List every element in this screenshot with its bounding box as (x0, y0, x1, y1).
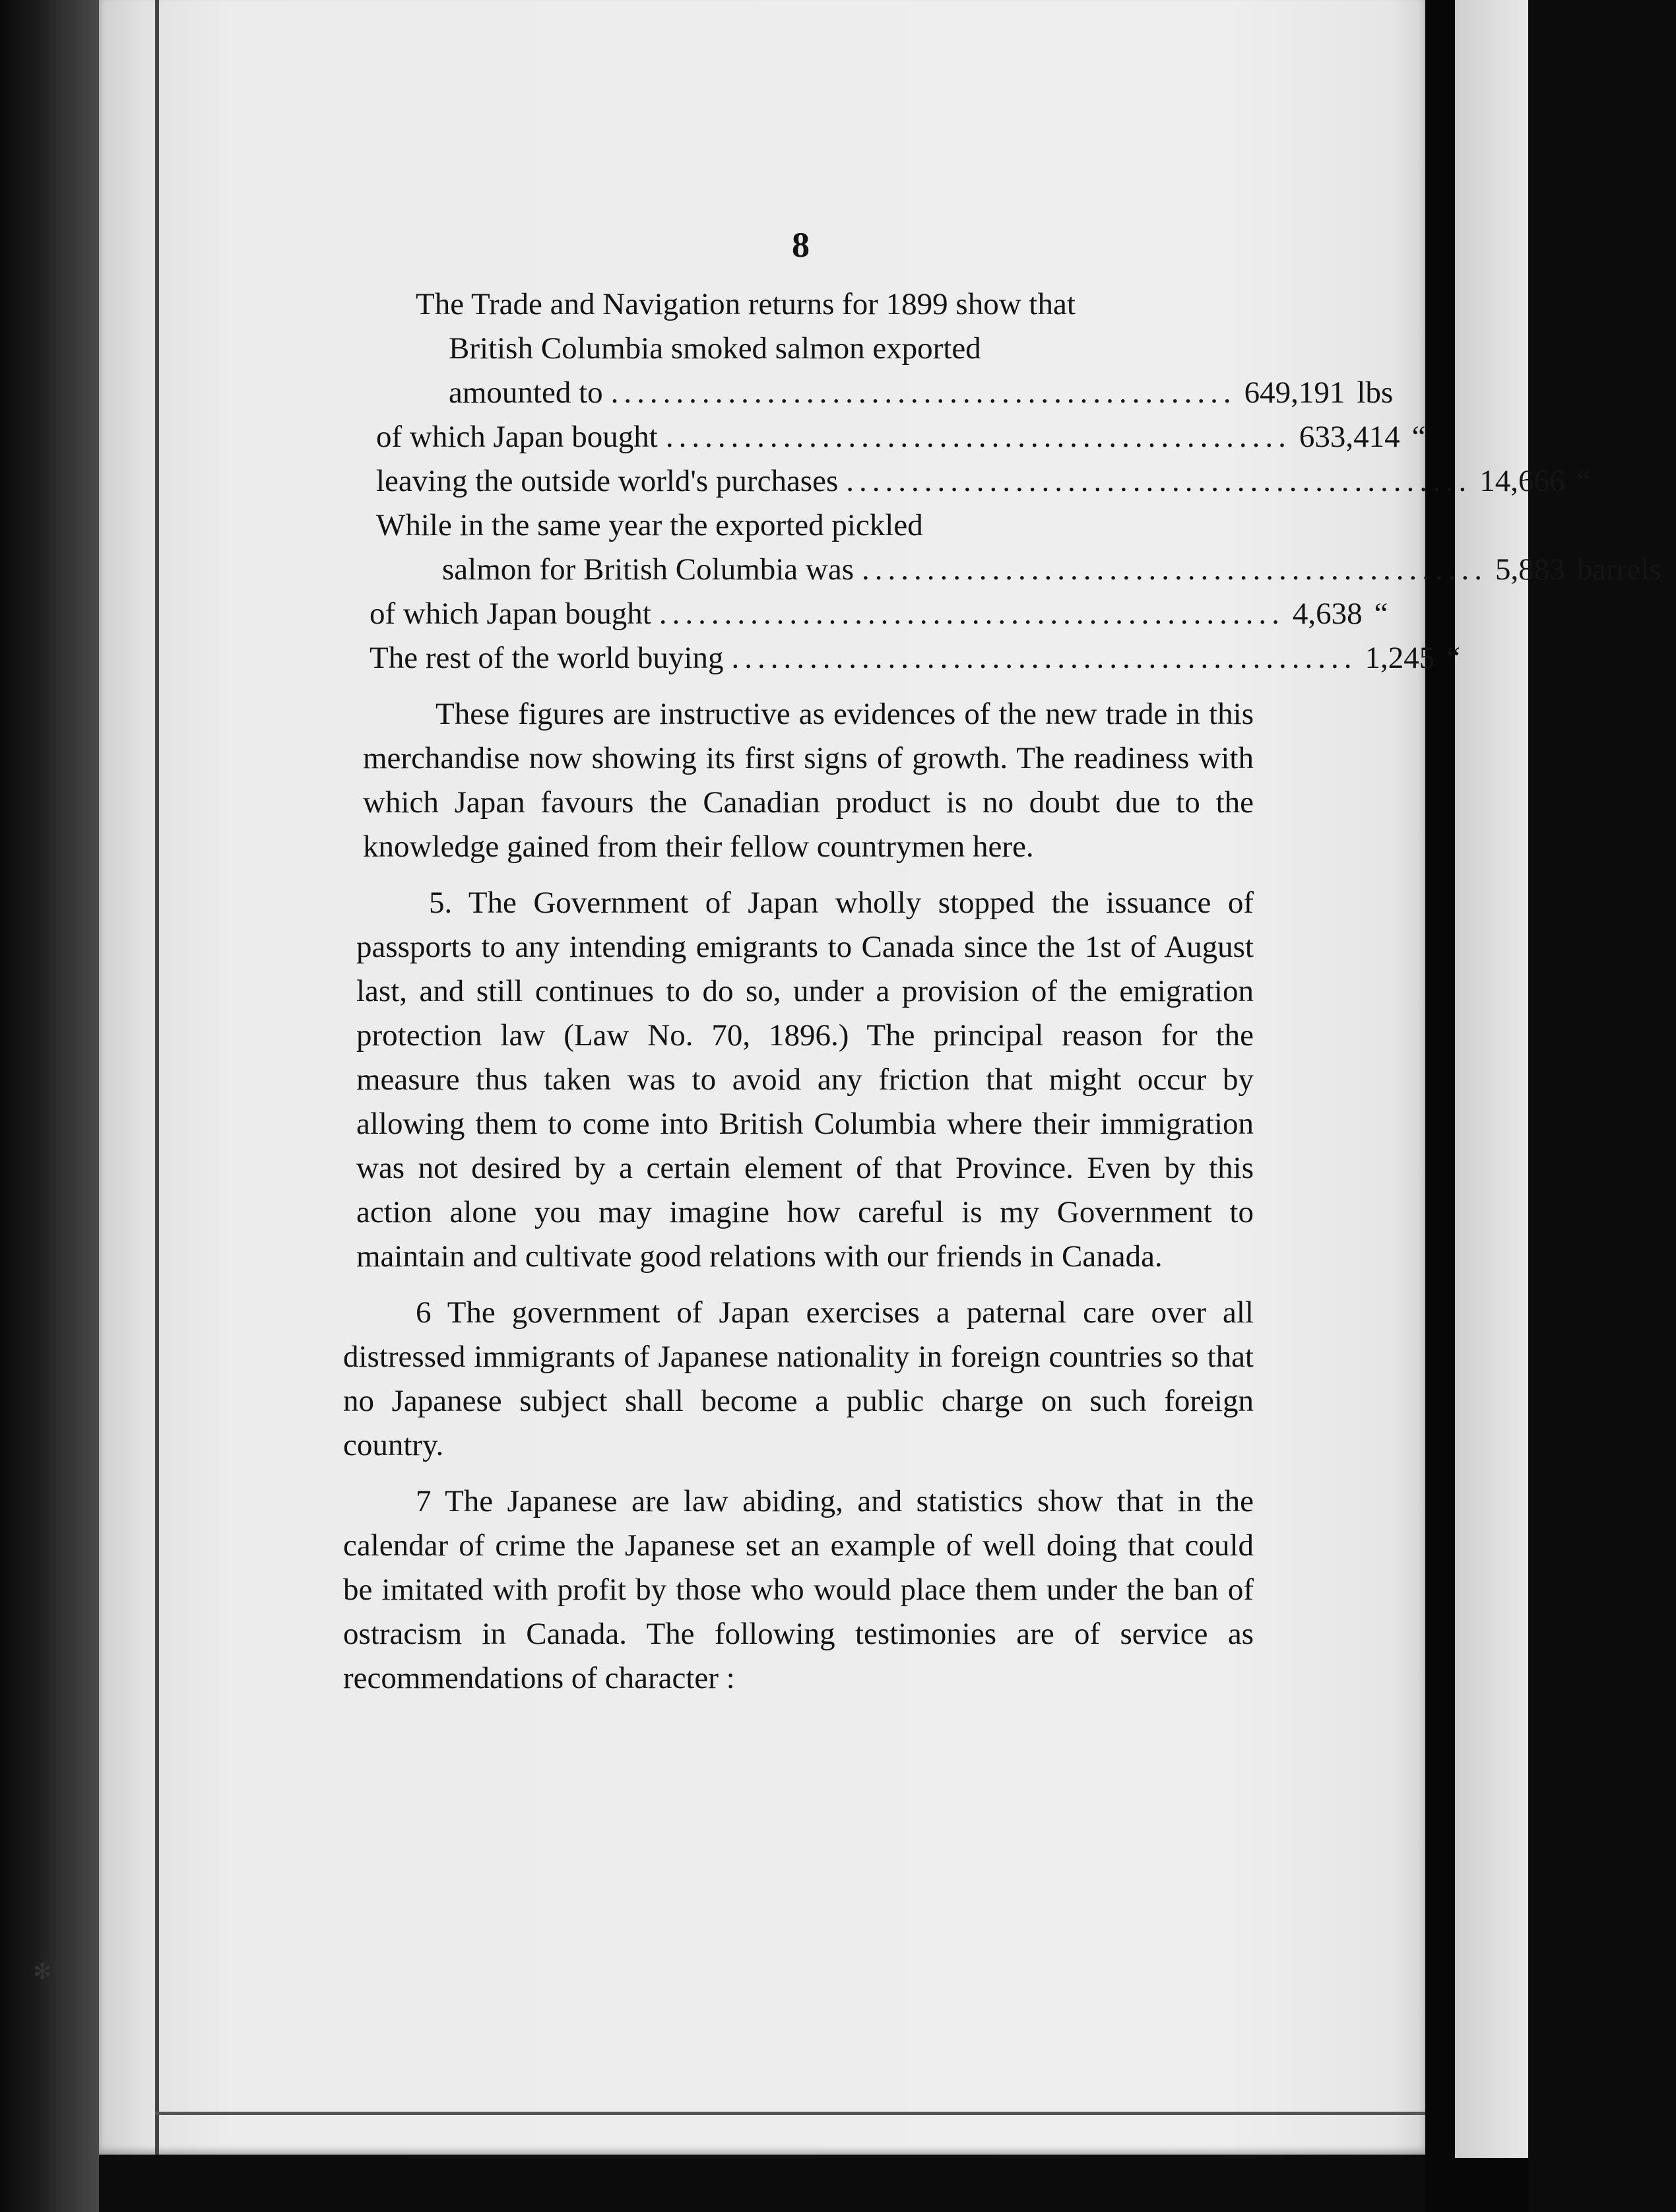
trade-row-unit: “ (1446, 641, 1461, 675)
trade-row-label: salmon for British Columbia was (442, 552, 854, 587)
paragraph-5-passports: 5. The Government of Japan wholly stopped the issuance of passports to any intending emigrants to Canada since the 1st of August last, and still continues to do so, under a provision of the emigration protection law (Law No. 70, 1896.) The principal reason for the measure thus taken was to avoid any friction that might occur by allowing them to come into British Columbia where their immigration was not desired by a certain element of that Province. Even by this action alone you may imagine how careful is my Government to maintain and cultivate good relations with our friends in Canada. (356, 886, 1254, 1274)
trade-row-unit: lbs (1357, 375, 1394, 410)
trade-row (343, 548, 1661, 592)
leader-dots: ................................................ (862, 552, 1488, 587)
trade-row-value: 4,638 (1292, 597, 1363, 631)
leader-dots: ................................................ (659, 597, 1285, 631)
leader-dots: ................................................ (610, 375, 1237, 410)
trade-row-unit: “ (1374, 597, 1388, 631)
trade-row-label: of which Japan bought (370, 597, 651, 631)
trade-row-label: leaving the outside world's purchases (376, 464, 839, 498)
page-text (343, 218, 1661, 1701)
trade-row-label: amounted to (449, 375, 603, 410)
trade-row-value: 5,883 (1495, 552, 1565, 587)
trade-intro-line-1: The Trade and Navigation returns for 1899 show that (416, 287, 1076, 321)
scan-smudge-mark: ✻ (33, 1960, 52, 1984)
leader-dots: ................................................ (846, 464, 1472, 498)
page-number: 8 (792, 225, 810, 265)
trade-row-value: 633,414 (1299, 420, 1400, 454)
trade-row (343, 459, 1591, 504)
trade-row (343, 415, 1426, 459)
trade-row-unit: “ (1576, 464, 1591, 498)
trade-row-value: 14,666 (1479, 464, 1565, 498)
leader-dots: ................................................ (731, 641, 1357, 675)
trade-row-value: 649,191 (1244, 375, 1345, 410)
trade-intro-line-2: British Columbia smoked salmon exported (449, 331, 981, 366)
trade-row-value: 1,245 (1365, 641, 1435, 675)
pickled-intro-line: While in the same year the exported pickled (376, 508, 923, 542)
trade-row-label: of which Japan bought (376, 420, 658, 454)
trade-row (343, 371, 1394, 415)
trade-row (343, 636, 1461, 680)
page-border-left (155, 0, 159, 2155)
leader-dots: ................................................ (665, 420, 1291, 454)
trade-row-unit: “ (1411, 420, 1426, 454)
trade-row-label: The rest of the world buying (370, 641, 724, 675)
page-border-bottom (155, 2112, 1425, 2115)
trade-row (343, 592, 1388, 636)
paragraph-figures: These figures are instructive as evidences of the new trade in this merchandise now showing its first signs of growth. The readiness with which Japan favours the Canadian product is no doubt due to the knowledge gained from their fellow countrymen here. (363, 697, 1254, 864)
paragraph-7-law-abiding: 7 The Japanese are law abiding, and statistics show that in the calendar of crime the Japanese set an example of well doing that could be imitated with profit by those who would place them under the ban of ostracism in Canada. The following testimonies are of service as recommendations of character : (343, 1484, 1254, 1695)
scan-left-edge (0, 0, 99, 2212)
trade-row-unit: barrels (1576, 552, 1661, 587)
next-page-sliver (1455, 0, 1528, 2158)
paragraph-6-paternal-care: 6 The government of Japan exercises a paternal care over all distressed immigrants of Japanese nationality in foreign countries so that no Japanese subject shall become a public charge on such foreign country. (343, 1295, 1254, 1462)
